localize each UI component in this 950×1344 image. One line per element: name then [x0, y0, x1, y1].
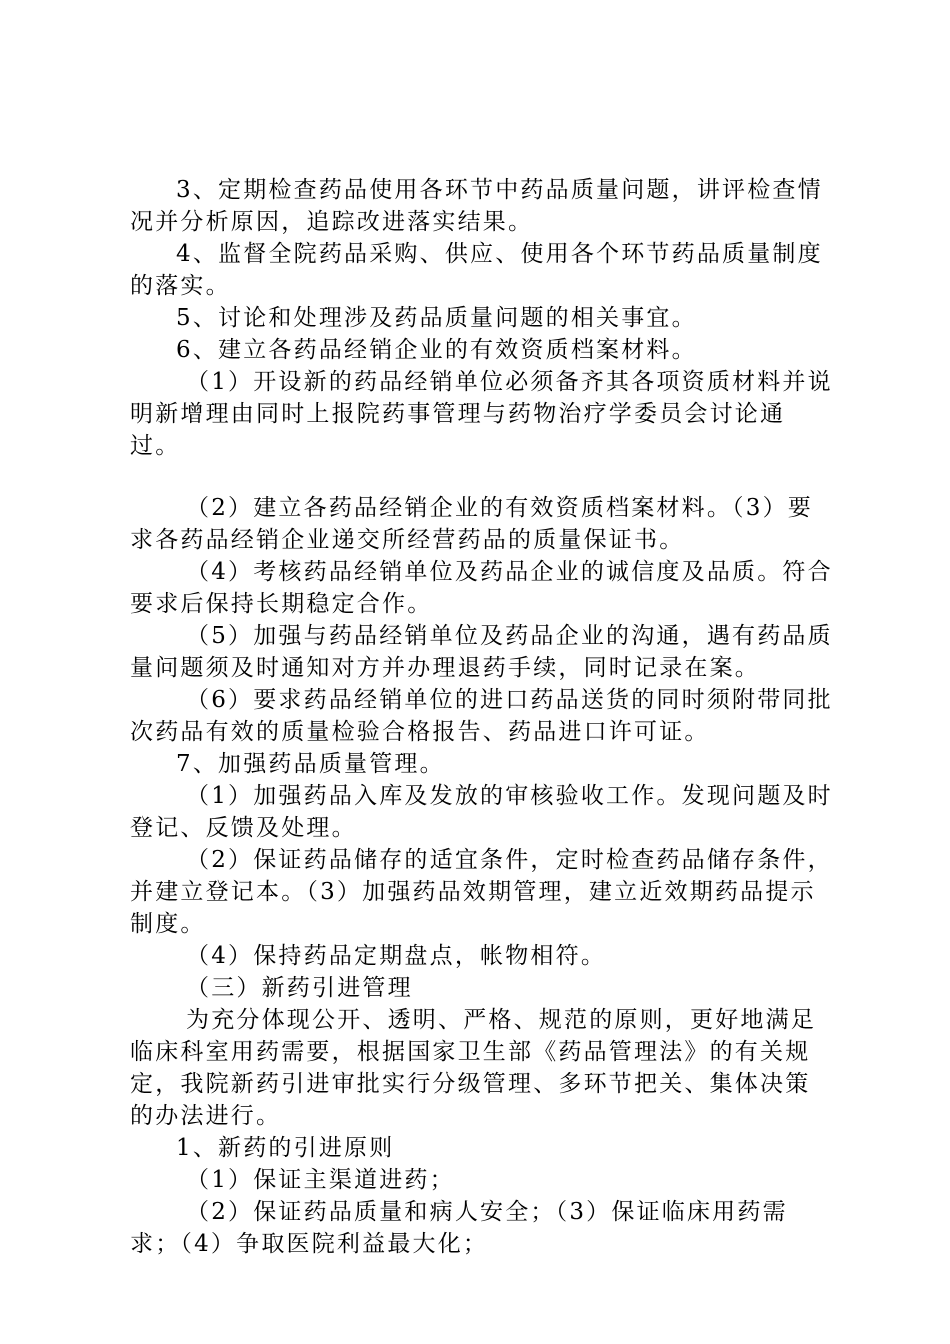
paragraph-principles-heading: 1、新药的引进原则: [176, 1135, 395, 1161]
paragraph-new-drug-intro: 为充分体现公开、透明、严格、规范的原则，更好地满足临床科室用药需要，根据国家卫生部《药品管理法》的有关规定，我院新药引进审批实行分级管理、多环节把关、集体决策的办法进行。: [130, 1007, 816, 1129]
paragraph-sub-5: （5）加强与药品经销单位及药品企业的沟通，遇有药品质量问题须及时通知对方并办理退药手续，同时记录在案。: [130, 623, 833, 681]
paragraph-sub-2-3: （2）建立各药品经销企业的有效资质档案材料。（3）要求各药品经销企业递交所经营药品的质量保证书。: [130, 495, 813, 553]
paragraph-principle-2-4: （2）保证药品质量和病人安全；（3）保证临床用药需求；（4）争取医院利益最大化；: [130, 1199, 788, 1257]
paragraph-quality-2-3: （2）保证药品储存的适宜条件，定时检查药品储存条件，并建立登记本。（3）加强药品效期管理，建立近效期药品提示制度。: [130, 847, 833, 937]
paragraph-principle-1: （1）保证主渠道进药；: [186, 1167, 455, 1193]
section-heading-new-drug: （三）新药引进管理: [186, 975, 413, 1001]
paragraph-item-6: 6、建立各药品经销企业的有效资质档案材料。: [176, 337, 697, 363]
paragraph-item-7: 7、加强药品质量管理。: [176, 751, 445, 777]
paragraph-sub-6: （6）要求药品经销单位的进口药品送货的同时须附带同批次药品有效的质量检验合格报告、药品进口许可证。: [130, 687, 833, 745]
document-body: [130, 174, 835, 1260]
paragraph-item-5: 5、讨论和处理涉及药品质量问题的相关事宜。: [176, 305, 697, 331]
paragraph-quality-4: （4）保持药品定期盘点，帐物相符。: [186, 943, 607, 969]
paragraph-sub-4: （4）考核药品经销单位及药品企业的诚信度及品质。符合要求后保持长期稳定合作。: [130, 559, 833, 617]
paragraph-item-4: 4、监督全院药品采购、供应、使用各个环节药品质量制度的落实。: [130, 241, 823, 299]
paragraph-sub-1: （1）开设新的药品经销单位必须备齐其各项资质材料并说明新增理由同时上报院药事管理与药物治疗学委员会讨论通过。: [130, 369, 833, 459]
paragraph-item-3: 3、定期检查药品使用各环节中药品质量问题，讲评检查情况并分析原因，追踪改进落实结果。: [130, 177, 823, 235]
paragraph-quality-1: （1）加强药品入库及发放的审核验收工作。发现问题及时登记、反馈及处理。: [130, 783, 833, 841]
